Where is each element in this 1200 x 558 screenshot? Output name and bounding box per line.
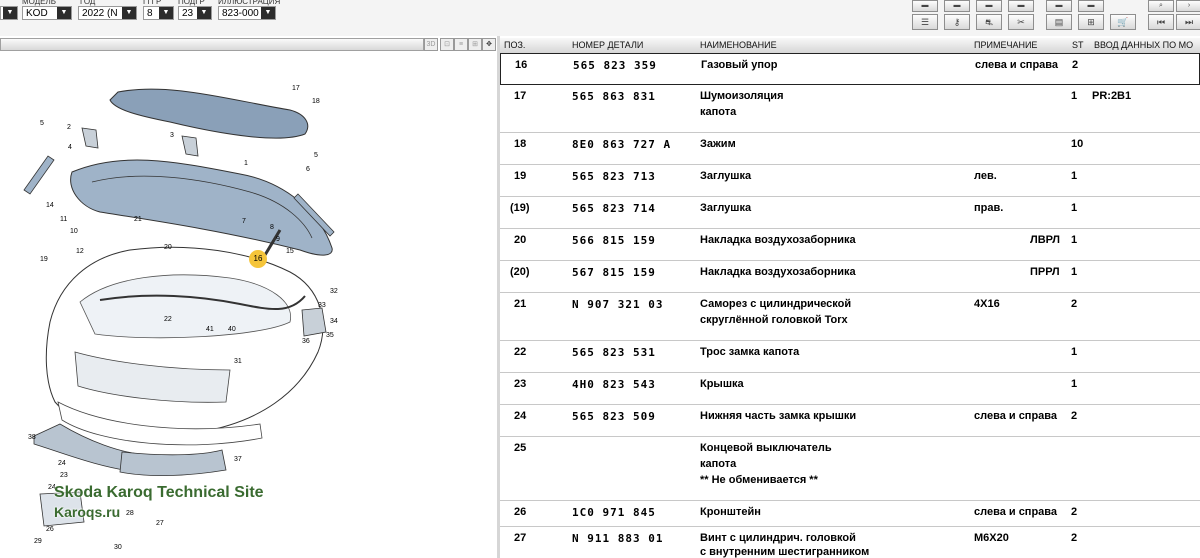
nav-combo[interactable] (0, 6, 18, 20)
car-damage-icon[interactable]: ⛐ (976, 14, 1002, 30)
row-part-number: 4H0 823 543 (572, 378, 656, 391)
callout-29[interactable]: 29 (34, 538, 42, 545)
subgroup-label: ПОДГР (178, 0, 205, 6)
callout-3[interactable]: 3 (170, 132, 174, 139)
tools-small-icon[interactable]: ▬ (1008, 0, 1034, 12)
row-pos: 20 (514, 234, 527, 246)
row-part-number: 565 823 713 (572, 170, 656, 183)
row-note: прав. (974, 202, 1004, 214)
callout-21[interactable]: 21 (134, 216, 142, 223)
zoom-fit-icon[interactable]: ⊡ (440, 38, 454, 51)
lock-shape (302, 308, 326, 336)
last-page-icon[interactable]: ⏭ (1176, 14, 1200, 30)
callout-8[interactable]: 8 (270, 224, 274, 231)
cart-add-icon[interactable]: ⊞ (1078, 14, 1104, 30)
callout-12[interactable]: 12 (76, 248, 84, 255)
table-row[interactable] (500, 229, 1200, 261)
callout-40[interactable]: 40 (228, 326, 236, 333)
row-qty: 2 (1072, 59, 1079, 71)
table-row[interactable] (500, 165, 1200, 197)
key-small-icon[interactable]: ▬ (944, 0, 970, 12)
callout-32[interactable]: 32 (330, 288, 338, 295)
row-qty: 1 (1071, 202, 1078, 214)
callout-11[interactable]: 11 (60, 216, 68, 223)
row-name-line3: ** Не обменивается ** (700, 474, 818, 486)
callout-19[interactable]: 19 (40, 256, 48, 263)
row-name: Концевой выключатель (700, 442, 832, 454)
row-code: PR:2B1 (1092, 90, 1132, 102)
left-hinge-shape (82, 128, 98, 148)
row-name: Зажим (700, 138, 736, 150)
parts-illustration (0, 52, 497, 558)
row-pos: 23 (514, 378, 527, 390)
row-part-number: 8E0 863 727 A (572, 138, 672, 151)
table-row[interactable] (500, 197, 1200, 229)
callout-27[interactable]: 27 (156, 520, 164, 527)
print-small-icon[interactable]: ▬ (912, 0, 938, 12)
row-note: ПРРЛ (1030, 266, 1060, 278)
doc-small-icon[interactable]: ▬ (1078, 0, 1104, 12)
callout-31[interactable]: 31 (234, 358, 242, 365)
callout-2[interactable]: 2 (67, 124, 71, 131)
row-qty: 1 (1071, 234, 1078, 246)
row-qty: 1 (1071, 378, 1078, 390)
view-3d-button[interactable]: 3D (424, 38, 438, 51)
parts-table (500, 53, 1200, 558)
group-select[interactable]: 8 ▼ (143, 6, 174, 20)
header-qty[interactable]: ST (1072, 40, 1084, 50)
row-name: Накладка воздухозаборника (700, 234, 856, 246)
row-part-number: 566 815 159 (572, 234, 656, 247)
chevron-down-icon: ▼ (122, 7, 136, 19)
elba-icon[interactable]: ▤ (1046, 14, 1072, 30)
table-row[interactable] (500, 133, 1200, 165)
callout-18[interactable]: 18 (312, 98, 320, 105)
row-part-number: 1C0 971 845 (572, 506, 656, 519)
callout-28[interactable]: 28 (126, 510, 134, 517)
row-part-number: 565 823 531 (572, 346, 656, 359)
table-row[interactable] (500, 53, 1200, 85)
top-toolbar (0, 0, 1200, 36)
row-name: Газовый упор (701, 59, 778, 71)
callout-15[interactable]: 15 (286, 248, 294, 255)
right-cowl-shape (120, 450, 226, 476)
callout-41[interactable]: 41 (206, 326, 214, 333)
row-name: Накладка воздухозаборника (700, 266, 856, 278)
chevron-down-icon: ▼ (197, 7, 211, 19)
table-row[interactable] (500, 373, 1200, 405)
move-icon[interactable]: ✥ (482, 38, 496, 51)
header-name[interactable]: НАИМЕНОВАНИЕ (700, 40, 777, 50)
row-qty: 10 (1071, 138, 1084, 150)
first-page-icon[interactable]: ⏮ (1148, 14, 1174, 30)
search-small-icon[interactable]: ⌕ (1148, 0, 1174, 12)
row-name: Шумоизоляция (700, 90, 784, 102)
insulation-mat-shape (110, 89, 308, 138)
row-qty: 1 (1071, 90, 1078, 102)
year-select[interactable]: 2022 (N ▼ (78, 6, 137, 20)
callout-16-highlighted[interactable]: 16 (249, 250, 267, 268)
callout-17[interactable]: 17 (292, 85, 300, 92)
group-label: ГГГР (143, 0, 162, 6)
row-note: лев. (974, 170, 997, 182)
row-name: Винт с цилиндрич. головкой (700, 532, 856, 544)
row-name: Кронштейн (700, 506, 761, 518)
model-select[interactable]: KOD ▼ (22, 6, 72, 20)
callout-20[interactable]: 20 (164, 244, 172, 251)
table-row[interactable] (500, 261, 1200, 293)
row-note: ЛВРЛ (1030, 234, 1061, 246)
row-name-line2: с внутренним шестигранником (700, 546, 870, 558)
row-part-number: 565 863 831 (572, 90, 656, 103)
table-row[interactable] (500, 501, 1200, 527)
row-note: 4X16 (974, 298, 1000, 310)
row-qty: 2 (1071, 298, 1078, 310)
illustration-select[interactable]: 823-000 ▼ (218, 6, 276, 20)
row-qty: 1 (1071, 266, 1078, 278)
list-view-icon[interactable]: ☰ (912, 14, 938, 30)
table-row[interactable] (500, 85, 1200, 133)
row-pos: (19) (510, 202, 530, 214)
callout-23[interactable]: 23 (60, 472, 68, 479)
key-icon[interactable]: ⚷ (944, 14, 970, 30)
row-note: слева и справа (974, 506, 1058, 518)
row-note: M6X20 (974, 532, 1009, 544)
row-name: Крышка (700, 378, 744, 390)
row-pos: 24 (514, 410, 527, 422)
callout-1[interactable]: 1 (244, 160, 248, 167)
row-name-line2: капота (700, 458, 737, 470)
row-note: слева и справа (974, 410, 1058, 422)
callout-35[interactable]: 35 (326, 332, 334, 339)
row-pos: 21 (514, 298, 527, 310)
callout-10[interactable]: 10 (70, 228, 78, 235)
chevron-down-icon: ▼ (159, 7, 173, 19)
row-name: Нижняя часть замка крышки (700, 410, 857, 422)
callout-9[interactable]: 9 (276, 236, 280, 243)
row-pos: 16 (515, 59, 528, 71)
watermark-title: Skoda Karoq Technical Site (54, 484, 264, 501)
callout-30[interactable]: 30 (114, 544, 122, 551)
car-small-icon[interactable]: ▬ (976, 0, 1002, 12)
row-pos: 27 (514, 532, 527, 544)
row-part-number: 565 823 714 (572, 202, 656, 215)
grid-view-icon[interactable]: ⊞ (468, 38, 482, 51)
callout-24-lower[interactable]: 24 (48, 484, 56, 491)
chevron-down-icon: ▼ (261, 7, 275, 19)
watermark-site: Karoqs.ru (54, 504, 121, 520)
callout-4[interactable]: 4 (68, 144, 72, 151)
row-pos: 26 (514, 506, 527, 518)
callout-5[interactable]: 5 (40, 120, 44, 127)
callout-34[interactable]: 34 (330, 318, 338, 325)
right-hinge-shape (182, 136, 198, 156)
callout-22[interactable]: 22 (164, 316, 172, 323)
row-part-number: 565 823 509 (572, 410, 656, 423)
illustration-label: ИЛЛЮСТРАЦИЯ (218, 0, 281, 6)
row-name: Трос замка капота (700, 346, 800, 358)
callout-33[interactable]: 33 (318, 302, 326, 309)
hood-exploded-diagram (0, 52, 497, 558)
row-qty: 1 (1071, 170, 1078, 182)
row-name: Саморез с цилиндрической (700, 298, 852, 310)
callout-38[interactable]: 38 (28, 434, 36, 441)
year-label: ГОД (80, 0, 96, 6)
table-row[interactable] (500, 437, 1200, 501)
callout-37[interactable]: 37 (234, 456, 242, 463)
illustration-header-bar (0, 38, 424, 51)
subgroup-select[interactable]: 23 ▼ (178, 6, 212, 20)
callout-14[interactable]: 14 (46, 202, 54, 209)
hood-shape (71, 160, 333, 255)
header-input-data[interactable]: ВВОД ДАННЫХ ПО МО (1094, 40, 1194, 50)
table-row[interactable] (500, 405, 1200, 437)
row-qty: 2 (1071, 532, 1078, 544)
row-pos: 17 (514, 90, 527, 102)
header-pos[interactable]: ПОЗ. (504, 40, 526, 50)
row-pos: 22 (514, 346, 527, 358)
table-row[interactable] (500, 293, 1200, 341)
shopping-cart-icon[interactable]: 🛒 (1110, 14, 1136, 30)
callout-7[interactable]: 7 (242, 218, 246, 225)
row-qty: 2 (1071, 506, 1078, 518)
row-name: Заглушка (700, 170, 752, 182)
parts-table-header (500, 38, 1200, 54)
row-note: слева и справа (975, 59, 1059, 71)
row-part-number: 567 815 159 (572, 266, 656, 279)
row-qty: 2 (1071, 410, 1078, 422)
callout-26[interactable]: 26 (46, 526, 54, 533)
row-qty: 1 (1071, 346, 1078, 358)
left-seal-shape (24, 156, 54, 194)
row-pos: 25 (514, 442, 527, 454)
chevron-down-icon: ▼ (57, 7, 71, 19)
row-part-number: N 907 321 03 (572, 298, 664, 311)
header-part-number[interactable]: НОМЕР ДЕТАЛИ (572, 40, 644, 50)
row-pos: 19 (514, 170, 527, 182)
text-view-icon[interactable]: ≡ (454, 38, 468, 51)
callout-6[interactable]: 6 (306, 166, 310, 173)
table-row[interactable] (500, 527, 1200, 558)
row-part-number: 565 823 359 (573, 59, 657, 72)
row-pos: 18 (514, 138, 527, 150)
row-name-line2: скруглённой головкой Torx (700, 314, 848, 326)
row-name: Заглушка (700, 202, 752, 214)
callout-24[interactable]: 24 (58, 460, 66, 467)
callout-5-right[interactable]: 5 (314, 152, 318, 159)
elba-small-icon[interactable]: ▬ (1046, 0, 1072, 12)
callout-36[interactable]: 36 (302, 338, 310, 345)
table-row[interactable] (500, 341, 1200, 373)
model-label: МОДЕЛЬ (22, 0, 56, 6)
tools-icon[interactable]: ✂ (1008, 14, 1034, 30)
row-name-line2: капота (700, 106, 737, 118)
chevron-down-icon: ▼ (3, 7, 17, 19)
next-small-icon[interactable]: › (1176, 0, 1200, 12)
header-note[interactable]: ПРИМЕЧАНИЕ (974, 40, 1038, 50)
row-pos: (20) (510, 266, 530, 278)
row-part-number: N 911 883 01 (572, 532, 664, 545)
